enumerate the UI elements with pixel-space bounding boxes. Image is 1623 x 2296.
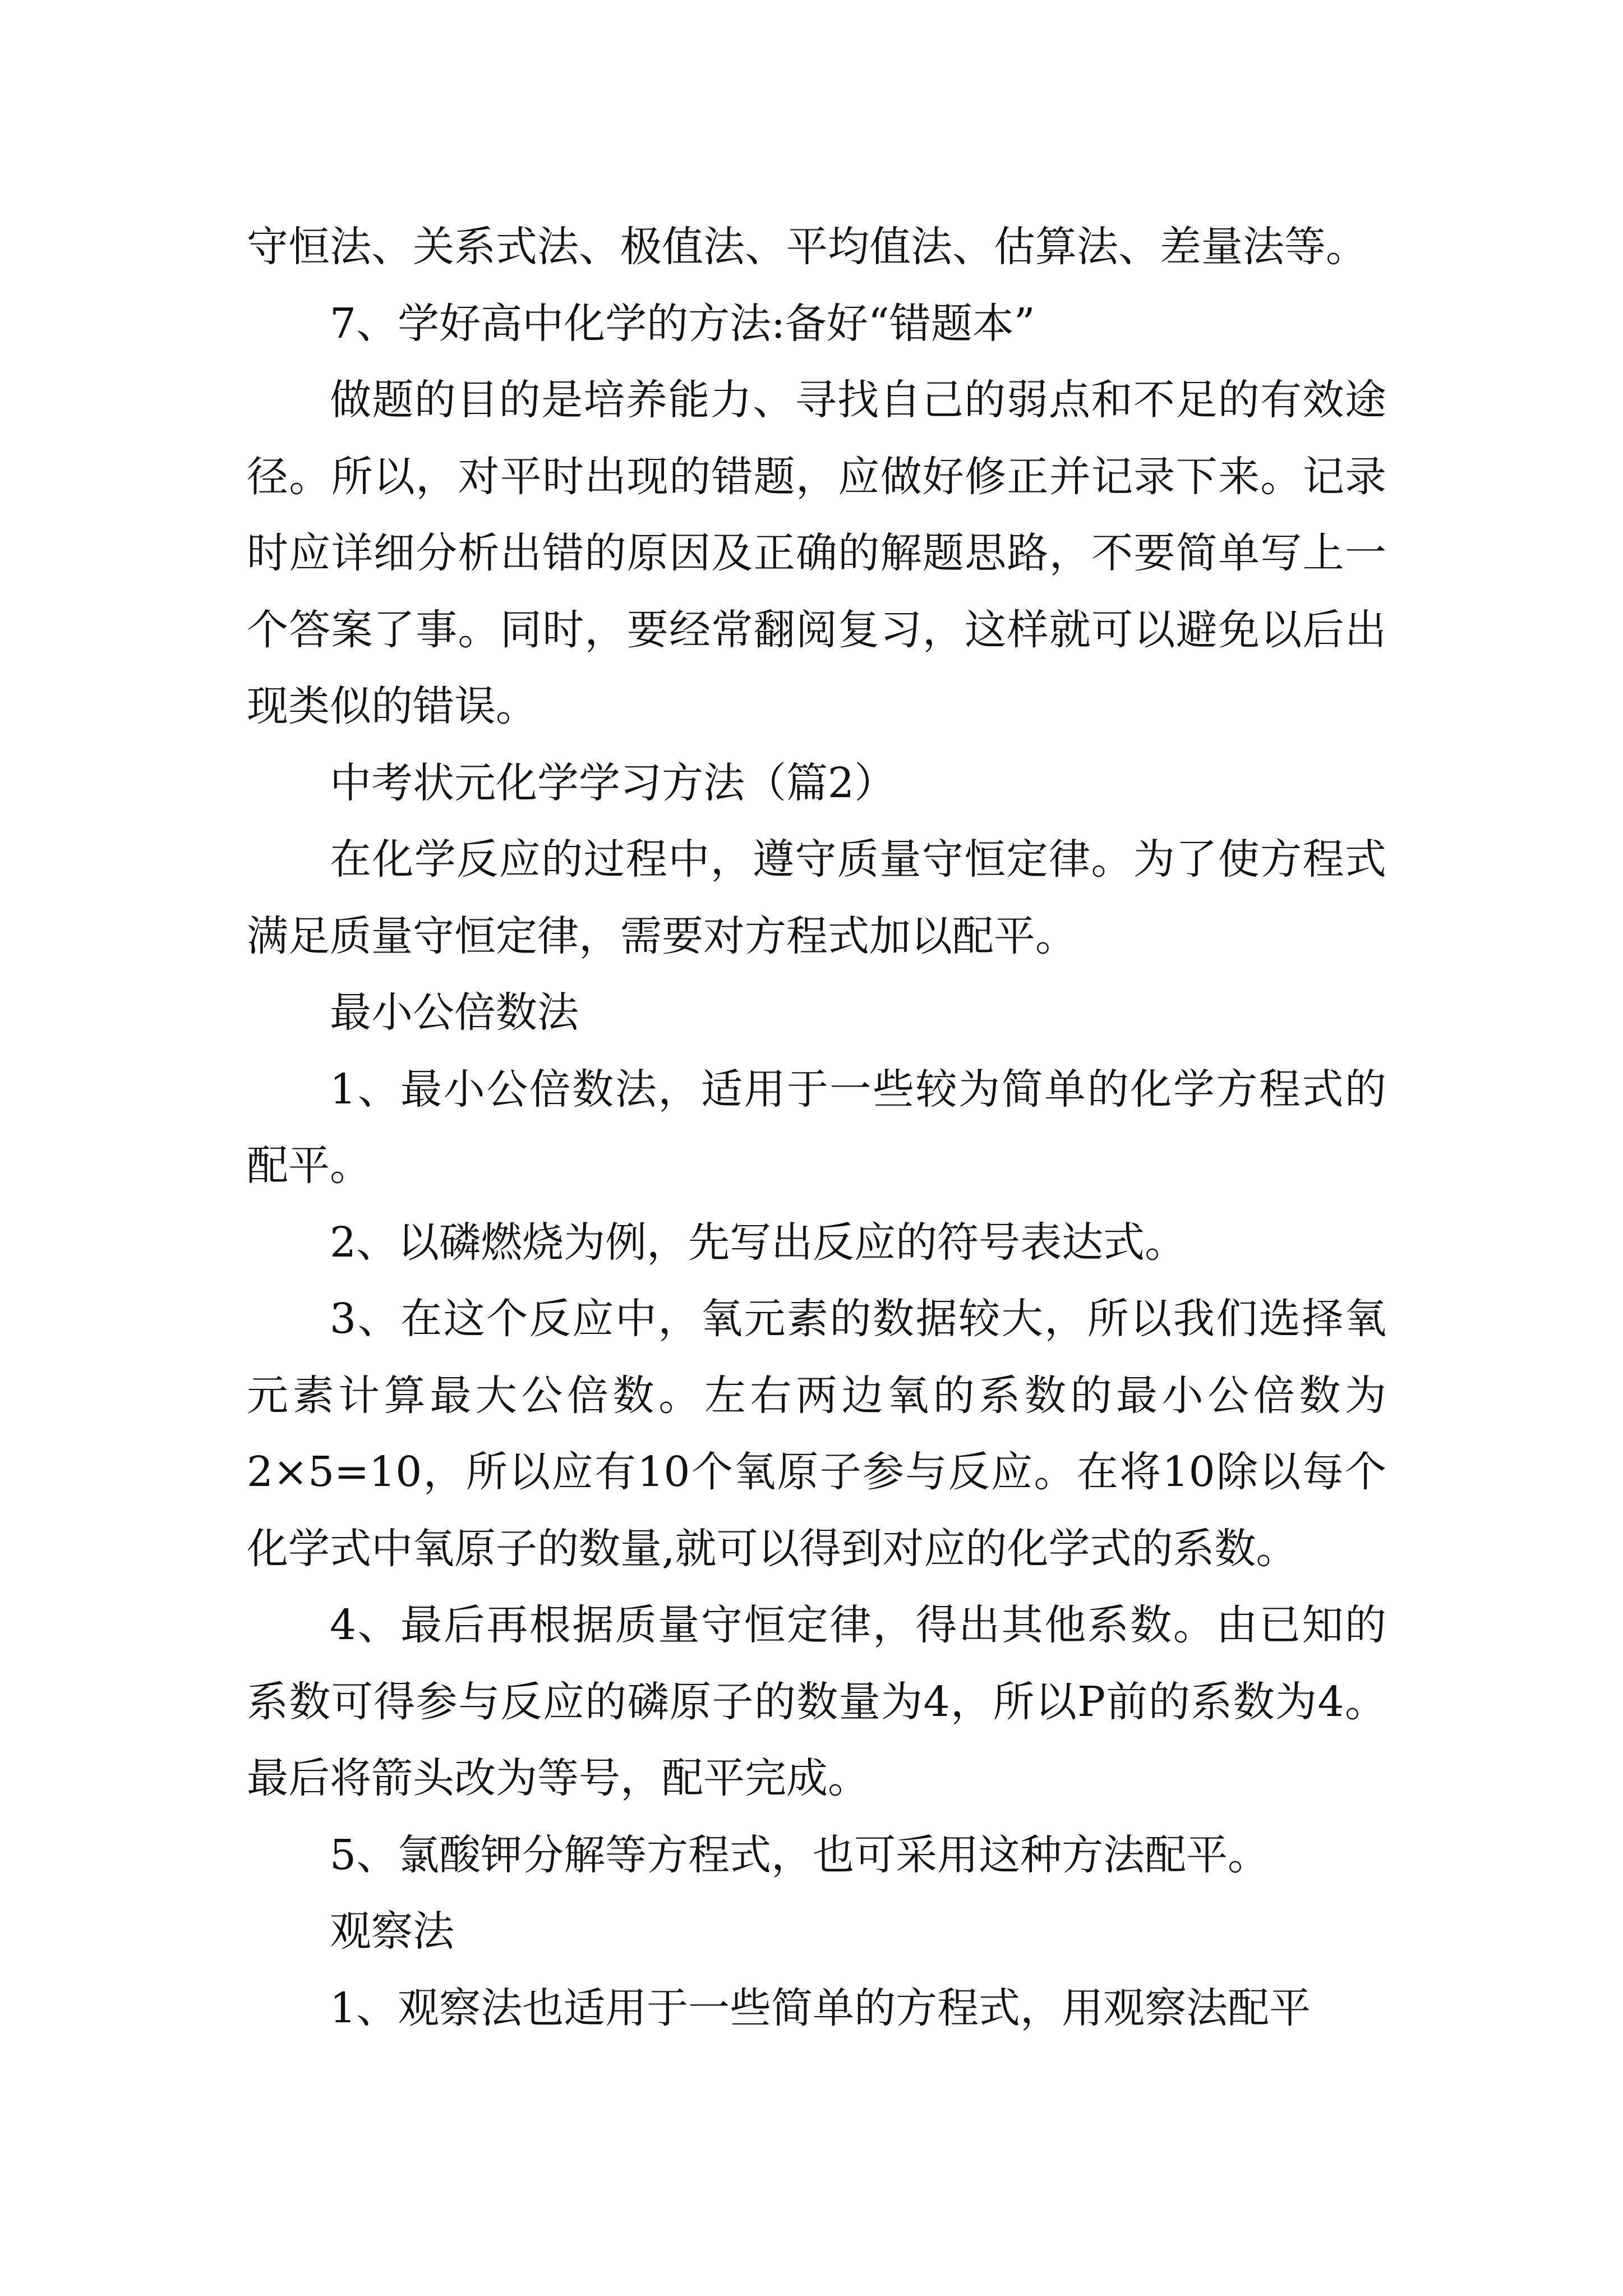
subheading-observation-method: 观察法 bbox=[330, 1907, 454, 1955]
paragraph-heading-error-notebook: 7、学好高中化学的方法:备好“错题本” bbox=[330, 299, 1035, 348]
document-body bbox=[247, 209, 1386, 2046]
subheading-lcm-method: 最小公倍数法 bbox=[330, 988, 579, 1037]
paragraph-error-notebook-body: 做题的目的是培养能力、寻找自己的弱点和不足的有效途径。所以，对平时出现的错题，应做好修正并记录下来。记录时应详细分析出错的原因及正确的解题思路，不要简单写上一个答案了事。同时，要经常翻阅复习，这样就可以避免以后出现类似的错误。 bbox=[247, 376, 1386, 730]
paragraph-lcm-step-5: 5、氯酸钾分解等方程式，也可采用这种方法配平。 bbox=[330, 1830, 1270, 1879]
paragraph-mass-conservation: 在化学反应的过程中，遵守质量守恒定律。为了使方程式满足质量守恒定律，需要对方程式加以配平。 bbox=[247, 835, 1386, 960]
section-title-part-2: 中考状元化学学习方法（篇2） bbox=[330, 758, 896, 807]
paragraph-lcm-step-4: 4、最后再根据质量守恒定律，得出其他系数。由已知的系数可得参与反应的磷原子的数量为4，所以P前的系数为4。最后将箭头改为等号，配平完成。 bbox=[247, 1601, 1386, 1802]
paragraph-observation-step-1: 1、观察法也适用于一些简单的方程式，用观察法配平 bbox=[330, 1984, 1311, 2032]
paragraph-lcm-step-2: 2、以磷燃烧为例，先写出反应的符号表达式。 bbox=[330, 1218, 1187, 1267]
paragraph-lcm-step-3: 3、在这个反应中，氧元素的数据较大，所以我们选择氧元素计算最大公倍数。左右两边氧的系数的最小公倍数为2×5=10，所以应有10个氧原子参与反应。在将10除以每个化学式中氧原子的数量,就可以得到对应的化学式的系数。 bbox=[247, 1295, 1386, 1573]
paragraph-continuation: 守恒法、关系式法、极值法、平均值法、估算法、差量法等。 bbox=[247, 223, 1367, 271]
paragraph-lcm-step-1: 1、最小公倍数法，适用于一些较为简单的化学方程式的配平。 bbox=[247, 1065, 1386, 1190]
